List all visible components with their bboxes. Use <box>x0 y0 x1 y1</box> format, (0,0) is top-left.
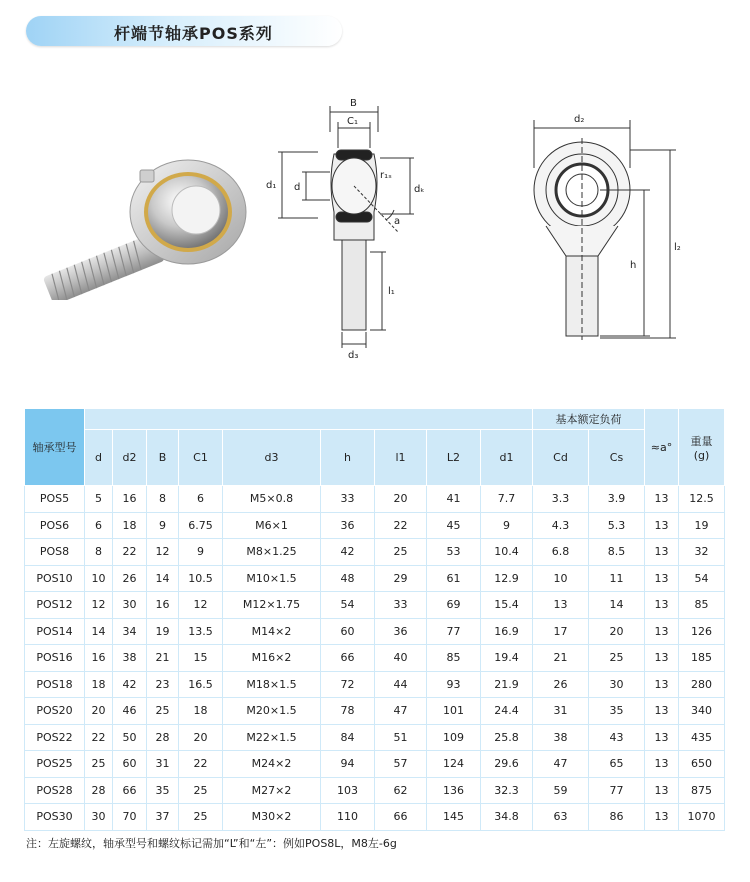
table-cell: 13 <box>645 618 679 645</box>
table-cell: 28 <box>147 724 179 751</box>
table-row <box>25 698 725 725</box>
table-row <box>25 645 725 672</box>
table-cell: 280 <box>679 671 725 698</box>
table-cell: 21.9 <box>481 671 533 698</box>
table-cell: 57 <box>375 751 427 778</box>
table-cell: 20 <box>85 698 113 725</box>
table-cell: 13 <box>645 751 679 778</box>
column-header-row <box>25 430 725 486</box>
table-cell: 41 <box>427 486 481 513</box>
table-cell: 13.5 <box>179 618 223 645</box>
table-cell: M5×0.8 <box>223 486 321 513</box>
table-cell: 15.4 <box>481 592 533 619</box>
table-cell: 8 <box>85 539 113 566</box>
table-cell: 16.9 <box>481 618 533 645</box>
table-cell: 9 <box>147 512 179 539</box>
column-header: h <box>321 430 375 486</box>
table-cell: 17 <box>533 618 589 645</box>
table-cell: 13 <box>645 671 679 698</box>
model-cell: POS18 <box>25 671 85 698</box>
dim-l2-label: l₂ <box>674 242 681 253</box>
column-header: d2 <box>113 430 147 486</box>
table-cell: 6 <box>85 512 113 539</box>
table-cell: 18 <box>113 512 147 539</box>
dim-h-label: h <box>630 260 637 271</box>
table-cell: 5.3 <box>589 512 645 539</box>
table-cell: 30 <box>589 671 645 698</box>
table-cell: 36 <box>321 512 375 539</box>
table-cell: M27×2 <box>223 777 321 804</box>
table-cell: 12.5 <box>679 486 725 513</box>
table-cell: 77 <box>589 777 645 804</box>
model-cell: POS8 <box>25 539 85 566</box>
table-row <box>25 777 725 804</box>
table-cell: 66 <box>113 777 147 804</box>
table-cell: 25 <box>589 645 645 672</box>
table-cell: 93 <box>427 671 481 698</box>
table-cell: 77 <box>427 618 481 645</box>
table-cell: 13 <box>645 698 679 725</box>
table-cell: 45 <box>427 512 481 539</box>
table-cell: 30 <box>113 592 147 619</box>
spec-table <box>24 408 725 831</box>
table-cell: 59 <box>533 777 589 804</box>
table-cell: 42 <box>321 539 375 566</box>
table-cell: 13 <box>645 512 679 539</box>
table-cell: 10 <box>85 565 113 592</box>
table-cell: 85 <box>427 645 481 672</box>
table-cell: 35 <box>589 698 645 725</box>
table-row <box>25 486 725 513</box>
table-cell: M18×1.5 <box>223 671 321 698</box>
table-cell: 25 <box>85 751 113 778</box>
dim-C1-label: C₁ <box>347 116 358 127</box>
table-cell: 38 <box>113 645 147 672</box>
table-cell: 13 <box>645 724 679 751</box>
table-row <box>25 804 725 831</box>
table-row <box>25 618 725 645</box>
table-cell: 50 <box>113 724 147 751</box>
section-drawing <box>258 92 438 362</box>
table-cell: 10 <box>533 565 589 592</box>
table-cell: 16.5 <box>179 671 223 698</box>
table-cell: 62 <box>375 777 427 804</box>
table-row <box>25 671 725 698</box>
table-cell: 48 <box>321 565 375 592</box>
table-cell: 85 <box>679 592 725 619</box>
table-cell: 14 <box>85 618 113 645</box>
table-cell: 61 <box>427 565 481 592</box>
model-cell: POS12 <box>25 592 85 619</box>
column-header: C1 <box>179 430 223 486</box>
table-cell: 6.75 <box>179 512 223 539</box>
table-cell: 22 <box>85 724 113 751</box>
table-cell: 1070 <box>679 804 725 831</box>
table-cell: 31 <box>533 698 589 725</box>
model-cell: POS28 <box>25 777 85 804</box>
table-cell: 22 <box>113 539 147 566</box>
table-cell: 6.8 <box>533 539 589 566</box>
table-cell: 25 <box>179 804 223 831</box>
header-spacer <box>85 409 533 430</box>
table-cell: 66 <box>321 645 375 672</box>
table-cell: 136 <box>427 777 481 804</box>
table-cell: 65 <box>589 751 645 778</box>
table-cell: M22×1.5 <box>223 724 321 751</box>
table-cell: 15 <box>179 645 223 672</box>
table-cell: 19 <box>679 512 725 539</box>
column-header: L2 <box>427 430 481 486</box>
table-cell: 20 <box>375 486 427 513</box>
table-cell: 86 <box>589 804 645 831</box>
table-cell: 26 <box>533 671 589 698</box>
table-row <box>25 565 725 592</box>
table-cell: 20 <box>589 618 645 645</box>
table-cell: 47 <box>533 751 589 778</box>
table-cell: 18 <box>85 671 113 698</box>
table-cell: 12 <box>147 539 179 566</box>
model-cell: POS16 <box>25 645 85 672</box>
table-cell: 3.3 <box>533 486 589 513</box>
table-cell: 12 <box>179 592 223 619</box>
table-cell: 19 <box>147 618 179 645</box>
table-cell: 29.6 <box>481 751 533 778</box>
table-cell: 4.3 <box>533 512 589 539</box>
table-cell: 34.8 <box>481 804 533 831</box>
table-cell: 13 <box>645 565 679 592</box>
table-cell: 340 <box>679 698 725 725</box>
table-cell: 24.4 <box>481 698 533 725</box>
table-cell: 185 <box>679 645 725 672</box>
dim-d2-label: d₂ <box>574 114 585 125</box>
table-cell: 38 <box>533 724 589 751</box>
table-cell: 25 <box>147 698 179 725</box>
table-cell: 13 <box>645 592 679 619</box>
table-cell: 19.4 <box>481 645 533 672</box>
table-cell: M24×2 <box>223 751 321 778</box>
model-cell: POS14 <box>25 618 85 645</box>
page-title: 杆端节轴承POS系列 <box>114 24 273 43</box>
model-header: 轴承型号 <box>25 409 85 486</box>
table-cell: 51 <box>375 724 427 751</box>
table-cell: 13 <box>645 645 679 672</box>
table-cell: 29 <box>375 565 427 592</box>
table-cell: 109 <box>427 724 481 751</box>
dim-d1-label: d₁ <box>266 180 277 191</box>
rated-load-header: 基本额定负荷 <box>533 409 645 430</box>
table-cell: 54 <box>321 592 375 619</box>
angle-header: ≈a° <box>645 409 679 486</box>
table-cell: 32.3 <box>481 777 533 804</box>
table-cell: 66 <box>375 804 427 831</box>
model-cell: POS5 <box>25 486 85 513</box>
table-cell: M10×1.5 <box>223 565 321 592</box>
table-cell: 12 <box>85 592 113 619</box>
table-cell: 46 <box>113 698 147 725</box>
table-cell: 31 <box>147 751 179 778</box>
table-cell: 101 <box>427 698 481 725</box>
table-cell: M20×1.5 <box>223 698 321 725</box>
table-cell: 37 <box>147 804 179 831</box>
column-header: d1 <box>481 430 533 486</box>
table-cell: 18 <box>179 698 223 725</box>
column-header: Cs <box>589 430 645 486</box>
table-cell: 124 <box>427 751 481 778</box>
table-cell: 35 <box>147 777 179 804</box>
column-header: Cd <box>533 430 589 486</box>
table-cell: 33 <box>321 486 375 513</box>
table-cell: 36 <box>375 618 427 645</box>
table-row <box>25 724 725 751</box>
table-cell: 13 <box>645 804 679 831</box>
table-cell: 60 <box>113 751 147 778</box>
table-cell: 25.8 <box>481 724 533 751</box>
table-cell: 22 <box>179 751 223 778</box>
table-cell: M30×2 <box>223 804 321 831</box>
table-cell: 16 <box>147 592 179 619</box>
table-cell: 126 <box>679 618 725 645</box>
table-cell: 22 <box>375 512 427 539</box>
table-cell: 63 <box>533 804 589 831</box>
column-header: B <box>147 430 179 486</box>
table-cell: 10.5 <box>179 565 223 592</box>
table-cell: 145 <box>427 804 481 831</box>
table-cell: 34 <box>113 618 147 645</box>
table-cell: 13 <box>645 486 679 513</box>
table-cell: 26 <box>113 565 147 592</box>
table-cell: 435 <box>679 724 725 751</box>
table-cell: 25 <box>375 539 427 566</box>
table-cell: 6 <box>179 486 223 513</box>
model-cell: POS22 <box>25 724 85 751</box>
table-cell: 21 <box>533 645 589 672</box>
table-cell: 16 <box>85 645 113 672</box>
dim-dk-label: dₖ <box>414 184 425 195</box>
table-cell: 69 <box>427 592 481 619</box>
table-row <box>25 592 725 619</box>
table-cell: M16×2 <box>223 645 321 672</box>
table-cell: 42 <box>113 671 147 698</box>
table-cell: 23 <box>147 671 179 698</box>
dim-d3-label: d₃ <box>348 350 359 361</box>
table-cell: 30 <box>85 804 113 831</box>
dim-r1s-label: r₁ₛ <box>380 170 392 181</box>
table-cell: 25 <box>179 777 223 804</box>
table-cell: M8×1.25 <box>223 539 321 566</box>
table-cell: M6×1 <box>223 512 321 539</box>
table-cell: 60 <box>321 618 375 645</box>
dim-l1-label: l₁ <box>388 286 395 297</box>
table-cell: 84 <box>321 724 375 751</box>
table-body <box>25 486 725 831</box>
table-cell: 72 <box>321 671 375 698</box>
table-cell: 47 <box>375 698 427 725</box>
table-cell: 40 <box>375 645 427 672</box>
table-cell: 43 <box>589 724 645 751</box>
weight-header: 重量 (g) <box>679 409 725 486</box>
table-cell: 650 <box>679 751 725 778</box>
model-cell: POS25 <box>25 751 85 778</box>
model-cell: POS10 <box>25 565 85 592</box>
front-view-drawing <box>520 108 700 348</box>
table-cell: 53 <box>427 539 481 566</box>
model-cell: POS20 <box>25 698 85 725</box>
table-cell: 103 <box>321 777 375 804</box>
table-cell: 3.9 <box>589 486 645 513</box>
dim-B-label: B <box>350 98 357 109</box>
footnote: 注：左旋螺纹，轴承型号和螺纹标记需加“L”和“左”：例如POS8L，M8左-6g <box>26 837 397 850</box>
table-cell: 70 <box>113 804 147 831</box>
table-cell: M14×2 <box>223 618 321 645</box>
table-cell: 5 <box>85 486 113 513</box>
table-row <box>25 539 725 566</box>
model-cell: POS6 <box>25 512 85 539</box>
column-header: l1 <box>375 430 427 486</box>
table-cell: 21 <box>147 645 179 672</box>
table-cell: 33 <box>375 592 427 619</box>
table-cell: 9 <box>179 539 223 566</box>
table-cell: 14 <box>589 592 645 619</box>
table-cell: 11 <box>589 565 645 592</box>
table-cell: 20 <box>179 724 223 751</box>
table-cell: M12×1.75 <box>223 592 321 619</box>
table-cell: 7.7 <box>481 486 533 513</box>
column-header: d <box>85 430 113 486</box>
table-cell: 10.4 <box>481 539 533 566</box>
table-cell: 54 <box>679 565 725 592</box>
dim-a-label: a <box>394 216 401 227</box>
table-cell: 32 <box>679 539 725 566</box>
table-cell: 9 <box>481 512 533 539</box>
column-header: d3 <box>223 430 321 486</box>
table-cell: 8 <box>147 486 179 513</box>
table-cell: 78 <box>321 698 375 725</box>
table-cell: 13 <box>645 777 679 804</box>
table-cell: 8.5 <box>589 539 645 566</box>
table-cell: 28 <box>85 777 113 804</box>
table-cell: 13 <box>533 592 589 619</box>
table-cell: 875 <box>679 777 725 804</box>
dim-d-label: d <box>294 182 301 193</box>
table-cell: 12.9 <box>481 565 533 592</box>
product-photo <box>28 150 248 300</box>
table-row <box>25 512 725 539</box>
table-cell: 13 <box>645 539 679 566</box>
table-row <box>25 751 725 778</box>
table-cell: 94 <box>321 751 375 778</box>
table-cell: 16 <box>113 486 147 513</box>
table-cell: 110 <box>321 804 375 831</box>
title-bar <box>26 16 342 46</box>
table-cell: 14 <box>147 565 179 592</box>
model-cell: POS30 <box>25 804 85 831</box>
table-cell: 44 <box>375 671 427 698</box>
